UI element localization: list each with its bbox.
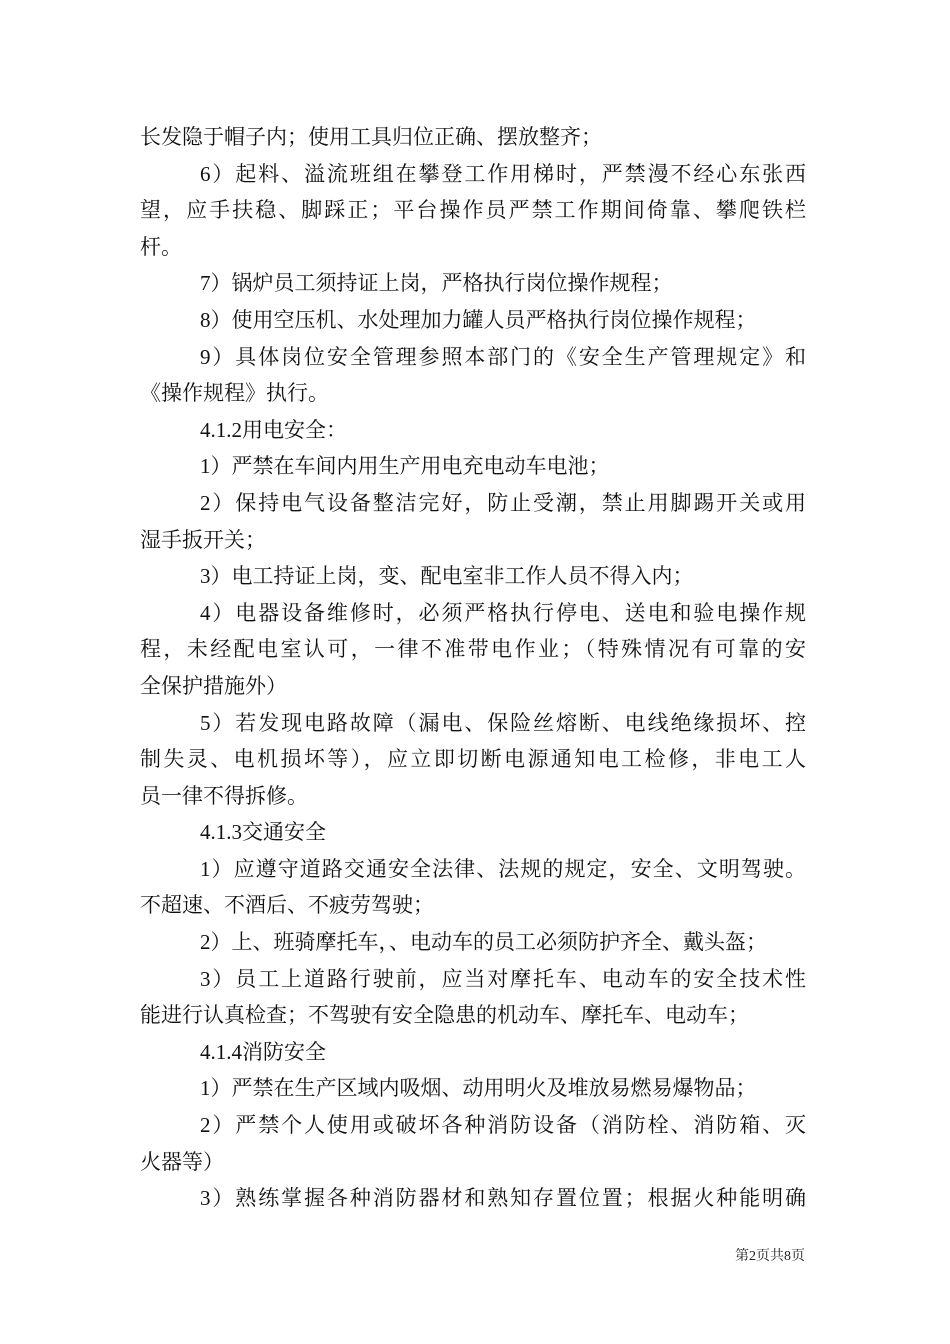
text-line: 2）保持电气设备整洁完好，防止受潮，禁止用脚踢开关或用 bbox=[200, 490, 806, 515]
text-line: 长发隐于帽子内；使用工具归位正确、摆放整齐； bbox=[140, 125, 602, 149]
text-line: 9）具体岗位安全管理参照本部门的《安全生产管理规定》和 bbox=[200, 344, 806, 369]
text-line: 望，应手扶稳、脚踩正；平台操作员严禁工作期间倚靠、攀爬铁栏 bbox=[140, 198, 806, 223]
text-line: 1）严禁在生产区域内吸烟、动用明火及堆放易燃易爆物品； bbox=[200, 1076, 757, 1101]
text-line: 员一律不得拆修。 bbox=[140, 783, 308, 808]
text-line: 5）若发现电路故障（漏电、保险丝熔断、电线绝缘损坏、控 bbox=[200, 710, 806, 735]
text-line: 2）上、班骑摩托车，、电动车的员工必须防护齐全、戴头盔； bbox=[200, 930, 767, 955]
text-line: 4）电器设备维修时，必须严格执行停电、送电和验电操作规 bbox=[200, 600, 806, 625]
document-body bbox=[140, 119, 806, 1217]
text-line: 杆。 bbox=[140, 234, 182, 259]
text-line: 全保护措施外） bbox=[140, 673, 287, 698]
page-number-footer: 第2页共8页 bbox=[735, 1249, 805, 1264]
text-line: 1）严禁在车间内用生产用电充电动车电池； bbox=[200, 454, 610, 479]
text-line: 3）电工持证上岗，变、配电室非工作人员不得入内； bbox=[200, 564, 694, 589]
text-line: 6）起料、溢流班组在攀登工作用梯时，严禁漫不经心东张西 bbox=[200, 161, 806, 186]
section-heading: 4.1.2用电安全： bbox=[200, 417, 347, 442]
text-line: 3）员工上道路行驶前，应当对摩托车、电动车的安全技术性 bbox=[200, 966, 806, 991]
text-line: 火器等） bbox=[140, 1149, 224, 1174]
text-line: 8）使用空压机、水处理加力罐人员严格执行岗位操作规程； bbox=[200, 307, 757, 332]
text-line: 2）严禁个人使用或破坏各种消防设备（消防栓、消防箱、灭 bbox=[200, 1113, 806, 1138]
text-line: 3）熟练掌握各种消防器材和熟知存置位置；根据火种能明确 bbox=[200, 1186, 806, 1211]
text-line: 湿手扳开关； bbox=[140, 527, 266, 552]
section-heading: 4.1.4消防安全 bbox=[200, 1039, 326, 1064]
text-line: 《操作规程》执行。 bbox=[140, 381, 329, 406]
text-line: 不超速、不酒后、不疲劳驾驶； bbox=[140, 893, 434, 918]
section-heading: 4.1.3交通安全 bbox=[200, 820, 326, 845]
text-line: 程，未经配电室认可，一律不准带电作业；（特殊情况有可靠的安 bbox=[140, 637, 806, 662]
text-line: 1）应遵守道路交通安全法律、法规的规定，安全、文明驾驶。 bbox=[200, 856, 806, 881]
text-line: 7）锅炉员工须持证上岗，严格执行岗位操作规程； bbox=[200, 271, 673, 296]
text-line: 制失灵、电机损坏等），应立即切断电源通知电工检修，非电工人 bbox=[140, 747, 806, 772]
text-line: 能进行认真检查；不驾驶有安全隐患的机动车、摩托车、电动车； bbox=[140, 1003, 749, 1028]
